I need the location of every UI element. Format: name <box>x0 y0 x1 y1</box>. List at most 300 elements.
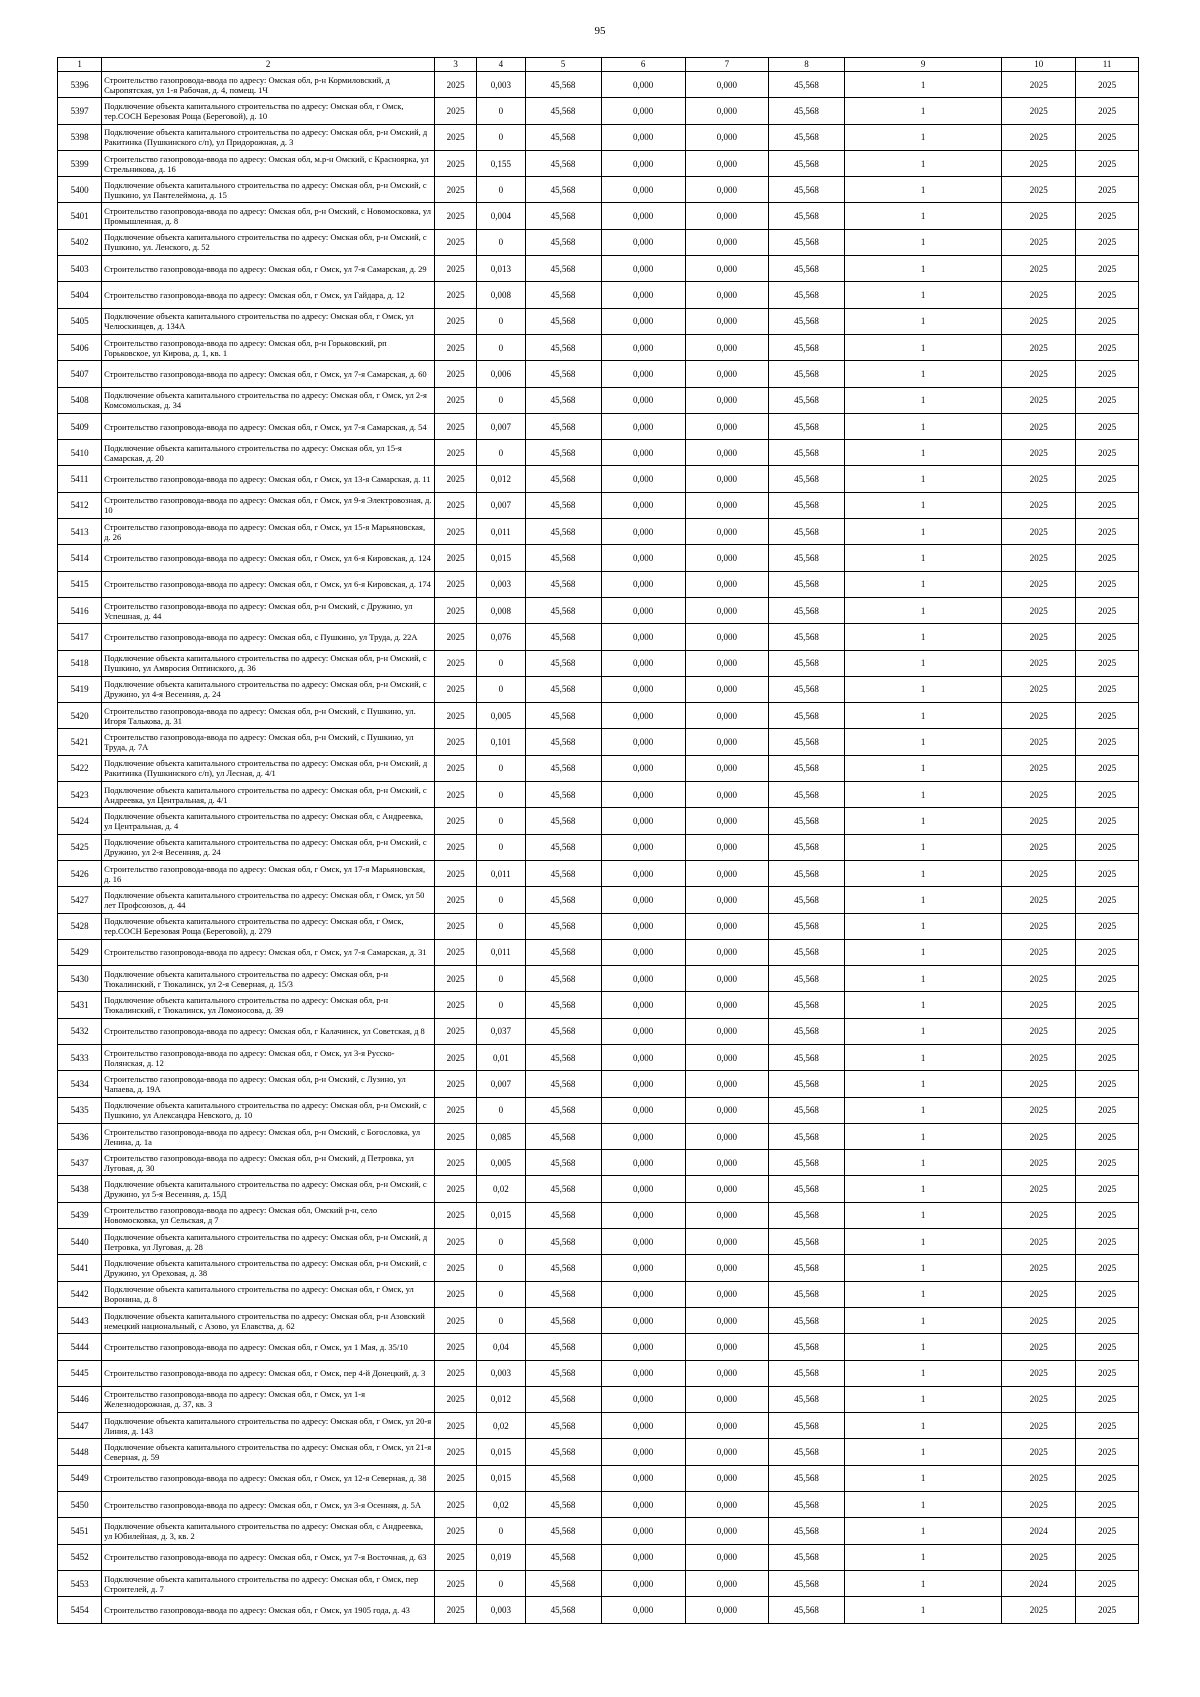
value-cell: 0,000 <box>601 1334 685 1360</box>
year-cell: 2025 <box>435 1334 477 1360</box>
column-number-row <box>58 58 1139 72</box>
value-cell: 0,000 <box>685 1492 768 1518</box>
cost-cell: 45,568 <box>769 466 845 492</box>
description-cell: Строительство газопровода-ввода по адресу: Омская обл, г Омск, ул 15-я Марьяновская, д. 26 <box>102 519 435 545</box>
table-row <box>58 1176 1139 1202</box>
start-year-cell: 2025 <box>1002 466 1076 492</box>
year-cell: 2025 <box>435 703 477 729</box>
row-number-cell: 5400 <box>58 177 102 203</box>
count-cell: 1 <box>845 387 1002 413</box>
year-cell: 2025 <box>435 203 477 229</box>
value-cell: 0,000 <box>685 1150 768 1176</box>
value-cell: 0,000 <box>685 597 768 623</box>
start-year-cell: 2025 <box>1002 1465 1076 1491</box>
value-cell: 0,000 <box>685 1044 768 1070</box>
year-cell: 2025 <box>435 1150 477 1176</box>
year-cell: 2025 <box>435 229 477 255</box>
cost-cell: 45,568 <box>769 1492 845 1518</box>
value-cell: 0,000 <box>685 624 768 650</box>
cost-cell: 45,568 <box>769 1334 845 1360</box>
row-number-cell: 5441 <box>58 1255 102 1281</box>
end-year-cell: 2025 <box>1076 650 1139 676</box>
year-cell: 2025 <box>435 1307 477 1333</box>
cost-cell: 45,568 <box>525 1544 601 1570</box>
table-row <box>58 1413 1139 1439</box>
row-number-cell: 5447 <box>58 1413 102 1439</box>
description-cell: Подключение объекта капитального строительства по адресу: Омская обл, р-н Омский, с Дружино, ул 2-я Весенняя, д. 24 <box>102 834 435 860</box>
start-year-cell: 2025 <box>1002 624 1076 650</box>
cost-cell: 45,568 <box>525 334 601 360</box>
table-row <box>58 1465 1139 1491</box>
cost-cell: 45,568 <box>525 545 601 571</box>
year-cell: 2025 <box>435 308 477 334</box>
row-number-cell: 5416 <box>58 597 102 623</box>
count-cell: 1 <box>845 1518 1002 1544</box>
description-cell: Подключение объекта капитального строительства по адресу: Омская обл, р-н Омский, с Пушкино, ул. Ленского, д. 52 <box>102 229 435 255</box>
row-number-cell: 5449 <box>58 1465 102 1491</box>
value-cell: 0,085 <box>477 1123 525 1149</box>
value-cell: 0,076 <box>477 624 525 650</box>
end-year-cell: 2025 <box>1076 1202 1139 1228</box>
count-cell: 1 <box>845 1018 1002 1044</box>
year-cell: 2025 <box>435 1465 477 1491</box>
year-cell: 2025 <box>435 676 477 702</box>
cost-cell: 45,568 <box>525 1307 601 1333</box>
value-cell: 0,000 <box>601 1150 685 1176</box>
table-row <box>58 729 1139 755</box>
start-year-cell: 2025 <box>1002 834 1076 860</box>
start-year-cell: 2025 <box>1002 1176 1076 1202</box>
value-cell: 0,000 <box>685 1544 768 1570</box>
cost-cell: 45,568 <box>769 150 845 176</box>
cost-cell: 45,568 <box>769 1518 845 1544</box>
value-cell: 0,000 <box>685 1413 768 1439</box>
cost-cell: 45,568 <box>769 1281 845 1307</box>
cost-cell: 45,568 <box>769 1386 845 1412</box>
value-cell: 0,000 <box>601 519 685 545</box>
value-cell: 0,000 <box>685 72 768 98</box>
start-year-cell: 2025 <box>1002 203 1076 229</box>
table-row <box>58 413 1139 439</box>
value-cell: 0,000 <box>601 1307 685 1333</box>
end-year-cell: 2025 <box>1076 729 1139 755</box>
value-cell: 0,000 <box>685 676 768 702</box>
description-cell: Строительство газопровода-ввода по адресу: Омская обл, г Омск, ул 1905 года, д. 43 <box>102 1597 435 1623</box>
start-year-cell: 2025 <box>1002 229 1076 255</box>
row-number-cell: 5424 <box>58 808 102 834</box>
value-cell: 0 <box>477 1229 525 1255</box>
value-cell: 0,037 <box>477 1018 525 1044</box>
row-number-cell: 5420 <box>58 703 102 729</box>
value-cell: 0,000 <box>685 1465 768 1491</box>
start-year-cell: 2025 <box>1002 597 1076 623</box>
cost-cell: 45,568 <box>525 1518 601 1544</box>
description-cell: Строительство газопровода-ввода по адресу: Омская обл, г Омск, ул 7-я Самарская, д. 29 <box>102 256 435 282</box>
cost-cell: 45,568 <box>525 72 601 98</box>
count-cell: 1 <box>845 1544 1002 1570</box>
year-cell: 2025 <box>435 361 477 387</box>
description-cell: Подключение объекта капитального строительства по адресу: Омская обл, р-н Омский, с Пушкино, ул Александра Невского, д. 10 <box>102 1097 435 1123</box>
cost-cell: 45,568 <box>525 1123 601 1149</box>
description-cell: Подключение объекта капитального строительства по адресу: Омская обл, г Омск, ул 21-я Северная, д. 59 <box>102 1439 435 1465</box>
cost-cell: 45,568 <box>769 492 845 518</box>
start-year-cell: 2025 <box>1002 676 1076 702</box>
value-cell: 0,000 <box>685 1307 768 1333</box>
end-year-cell: 2025 <box>1076 72 1139 98</box>
description-cell: Строительство газопровода-ввода по адресу: Омская обл, г Омск, ул 6-я Кировская, д. 174 <box>102 571 435 597</box>
description-cell: Строительство газопровода-ввода по адресу: Омская обл, г Омск, ул 13-я Самарская, д. 11 <box>102 466 435 492</box>
year-cell: 2025 <box>435 1123 477 1149</box>
year-cell: 2025 <box>435 1413 477 1439</box>
description-cell: Строительство газопровода-ввода по адресу: Омская обл, р-н Омский, с Дружино, ул Успешная, д. 44 <box>102 597 435 623</box>
description-cell: Подключение объекта капитального строительства по адресу: Омская обл, г Омск, ул Челюскинцев, д. 134А <box>102 308 435 334</box>
year-cell: 2025 <box>435 913 477 939</box>
end-year-cell: 2025 <box>1076 492 1139 518</box>
value-cell: 0,000 <box>685 387 768 413</box>
value-cell: 0,000 <box>685 1176 768 1202</box>
value-cell: 0,003 <box>477 571 525 597</box>
table-row <box>58 939 1139 965</box>
table-row <box>58 177 1139 203</box>
start-year-cell: 2025 <box>1002 519 1076 545</box>
count-cell: 1 <box>845 1097 1002 1123</box>
cost-cell: 45,568 <box>769 782 845 808</box>
value-cell: 0,000 <box>685 440 768 466</box>
end-year-cell: 2025 <box>1076 755 1139 781</box>
count-cell: 1 <box>845 1597 1002 1623</box>
year-cell: 2025 <box>435 334 477 360</box>
end-year-cell: 2025 <box>1076 939 1139 965</box>
value-cell: 0,019 <box>477 1544 525 1570</box>
count-cell: 1 <box>845 1439 1002 1465</box>
value-cell: 0,000 <box>601 939 685 965</box>
value-cell: 0,000 <box>685 1202 768 1228</box>
end-year-cell: 2025 <box>1076 571 1139 597</box>
cost-cell: 45,568 <box>525 440 601 466</box>
value-cell: 0,000 <box>601 1255 685 1281</box>
table-row <box>58 808 1139 834</box>
description-cell: Подключение объекта капитального строительства по адресу: Омская обл, р-н Омский, д Ракитинка (Пушкинского с/п), ул Лесная, д. 4/1 <box>102 755 435 781</box>
cost-cell: 45,568 <box>525 1071 601 1097</box>
row-number-cell: 5435 <box>58 1097 102 1123</box>
table-row <box>58 308 1139 334</box>
end-year-cell: 2025 <box>1076 150 1139 176</box>
row-number-cell: 5403 <box>58 256 102 282</box>
value-cell: 0,006 <box>477 361 525 387</box>
count-cell: 1 <box>845 1492 1002 1518</box>
end-year-cell: 2025 <box>1076 860 1139 886</box>
value-cell: 0,000 <box>685 545 768 571</box>
end-year-cell: 2025 <box>1076 177 1139 203</box>
cost-cell: 45,568 <box>769 834 845 860</box>
cost-cell: 45,568 <box>769 992 845 1018</box>
cost-cell: 45,568 <box>525 1281 601 1307</box>
end-year-cell: 2025 <box>1076 703 1139 729</box>
start-year-cell: 2025 <box>1002 1439 1076 1465</box>
year-cell: 2025 <box>435 1071 477 1097</box>
table-row <box>58 282 1139 308</box>
row-number-cell: 5422 <box>58 755 102 781</box>
column-number: 2 <box>102 58 435 72</box>
value-cell: 0,000 <box>685 308 768 334</box>
description-cell: Строительство газопровода-ввода по адресу: Омская обл, г Калачинск, ул Советская, д 8 <box>102 1018 435 1044</box>
description-cell: Подключение объекта капитального строительства по адресу: Омская обл, г Омск, ул Воронина, д. 8 <box>102 1281 435 1307</box>
value-cell: 0,000 <box>601 308 685 334</box>
end-year-cell: 2025 <box>1076 282 1139 308</box>
cost-cell: 45,568 <box>525 413 601 439</box>
count-cell: 1 <box>845 124 1002 150</box>
row-number-cell: 5409 <box>58 413 102 439</box>
table-row <box>58 466 1139 492</box>
value-cell: 0,000 <box>601 1281 685 1307</box>
end-year-cell: 2025 <box>1076 1097 1139 1123</box>
table-row <box>58 860 1139 886</box>
value-cell: 0,000 <box>601 1097 685 1123</box>
start-year-cell: 2025 <box>1002 1360 1076 1386</box>
count-cell: 1 <box>845 519 1002 545</box>
value-cell: 0,000 <box>601 256 685 282</box>
cost-cell: 45,568 <box>525 1360 601 1386</box>
description-cell: Подключение объекта капитального строительства по адресу: Омская обл, р-н Тюкалинский, г Тюкалинск, ул 2-я Северная, д. 15/3 <box>102 966 435 992</box>
cost-cell: 45,568 <box>525 887 601 913</box>
cost-cell: 45,568 <box>525 361 601 387</box>
cost-cell: 45,568 <box>769 334 845 360</box>
row-number-cell: 5428 <box>58 913 102 939</box>
year-cell: 2025 <box>435 98 477 124</box>
table-row <box>58 1123 1139 1149</box>
start-year-cell: 2025 <box>1002 413 1076 439</box>
value-cell: 0,000 <box>601 808 685 834</box>
end-year-cell: 2025 <box>1076 913 1139 939</box>
year-cell: 2025 <box>435 729 477 755</box>
end-year-cell: 2025 <box>1076 229 1139 255</box>
description-cell: Строительство газопровода-ввода по адресу: Омская обл, Омский р-н, село Новомосковка, ул Сельская, д 7 <box>102 1202 435 1228</box>
count-cell: 1 <box>845 860 1002 886</box>
value-cell: 0,000 <box>601 1071 685 1097</box>
cost-cell: 45,568 <box>769 203 845 229</box>
end-year-cell: 2025 <box>1076 1492 1139 1518</box>
table-row <box>58 597 1139 623</box>
end-year-cell: 2025 <box>1076 887 1139 913</box>
count-cell: 1 <box>845 229 1002 255</box>
value-cell: 0,000 <box>685 203 768 229</box>
table-row <box>58 887 1139 913</box>
table-row <box>58 1439 1139 1465</box>
value-cell: 0,000 <box>601 1570 685 1596</box>
count-cell: 1 <box>845 1334 1002 1360</box>
start-year-cell: 2025 <box>1002 1044 1076 1070</box>
cost-cell: 45,568 <box>769 703 845 729</box>
value-cell: 0 <box>477 334 525 360</box>
start-year-cell: 2024 <box>1002 1570 1076 1596</box>
cost-cell: 45,568 <box>525 256 601 282</box>
cost-cell: 45,568 <box>769 361 845 387</box>
value-cell: 0 <box>477 755 525 781</box>
value-cell: 0,000 <box>601 413 685 439</box>
end-year-cell: 2025 <box>1076 597 1139 623</box>
count-cell: 1 <box>845 177 1002 203</box>
table-row <box>58 98 1139 124</box>
cost-cell: 45,568 <box>525 966 601 992</box>
count-cell: 1 <box>845 676 1002 702</box>
description-cell: Строительство газопровода-ввода по адресу: Омская обл, г Омск, ул 12-я Северная, д. 38 <box>102 1465 435 1491</box>
start-year-cell: 2025 <box>1002 1150 1076 1176</box>
cost-cell: 45,568 <box>769 860 845 886</box>
start-year-cell: 2025 <box>1002 1413 1076 1439</box>
value-cell: 0,000 <box>601 1176 685 1202</box>
cost-cell: 45,568 <box>525 282 601 308</box>
year-cell: 2025 <box>435 1018 477 1044</box>
column-number: 9 <box>845 58 1002 72</box>
end-year-cell: 2025 <box>1076 992 1139 1018</box>
count-cell: 1 <box>845 1229 1002 1255</box>
cost-cell: 45,568 <box>769 1597 845 1623</box>
cost-cell: 45,568 <box>769 887 845 913</box>
description-cell: Подключение объекта капитального строительства по адресу: Омская обл, г Омск, пер Строителей, д. 7 <box>102 1570 435 1596</box>
end-year-cell: 2025 <box>1076 624 1139 650</box>
value-cell: 0,000 <box>685 729 768 755</box>
value-cell: 0,000 <box>685 887 768 913</box>
table-row <box>58 1597 1139 1623</box>
end-year-cell: 2025 <box>1076 1307 1139 1333</box>
year-cell: 2025 <box>435 177 477 203</box>
count-cell: 1 <box>845 492 1002 518</box>
value-cell: 0,000 <box>601 98 685 124</box>
row-number-cell: 5427 <box>58 887 102 913</box>
row-number-cell: 5437 <box>58 1150 102 1176</box>
description-cell: Подключение объекта капитального строительства по адресу: Омская обл, с Андреевка, ул Юбилейная, д. 3, кв. 2 <box>102 1518 435 1544</box>
cost-cell: 45,568 <box>525 624 601 650</box>
column-number: 4 <box>477 58 525 72</box>
value-cell: 0,000 <box>601 650 685 676</box>
year-cell: 2025 <box>435 466 477 492</box>
value-cell: 0,000 <box>601 466 685 492</box>
year-cell: 2025 <box>435 1176 477 1202</box>
count-cell: 1 <box>845 808 1002 834</box>
row-number-cell: 5418 <box>58 650 102 676</box>
cost-cell: 45,568 <box>525 1255 601 1281</box>
row-number-cell: 5419 <box>58 676 102 702</box>
table-row <box>58 1518 1139 1544</box>
row-number-cell: 5415 <box>58 571 102 597</box>
cost-cell: 45,568 <box>769 1176 845 1202</box>
year-cell: 2025 <box>435 1518 477 1544</box>
end-year-cell: 2025 <box>1076 256 1139 282</box>
year-cell: 2025 <box>435 1097 477 1123</box>
cost-cell: 45,568 <box>525 124 601 150</box>
table-row <box>58 545 1139 571</box>
start-year-cell: 2025 <box>1002 177 1076 203</box>
cost-cell: 45,568 <box>769 939 845 965</box>
cost-cell: 45,568 <box>769 229 845 255</box>
end-year-cell: 2025 <box>1076 1281 1139 1307</box>
value-cell: 0,000 <box>685 1360 768 1386</box>
value-cell: 0,005 <box>477 1150 525 1176</box>
value-cell: 0,000 <box>601 361 685 387</box>
count-cell: 1 <box>845 966 1002 992</box>
value-cell: 0,015 <box>477 1202 525 1228</box>
description-cell: Строительство газопровода-ввода по адресу: Омская обл, г Омск, ул 7-я Самарская, д. 31 <box>102 939 435 965</box>
value-cell: 0,000 <box>601 1465 685 1491</box>
count-cell: 1 <box>845 1202 1002 1228</box>
cost-cell: 45,568 <box>769 1018 845 1044</box>
cost-cell: 45,568 <box>525 1150 601 1176</box>
cost-cell: 45,568 <box>525 1334 601 1360</box>
value-cell: 0,000 <box>685 1255 768 1281</box>
start-year-cell: 2025 <box>1002 1097 1076 1123</box>
cost-cell: 45,568 <box>525 1229 601 1255</box>
year-cell: 2025 <box>435 1439 477 1465</box>
table-row <box>58 1307 1139 1333</box>
end-year-cell: 2025 <box>1076 1255 1139 1281</box>
value-cell: 0,000 <box>601 1597 685 1623</box>
cost-cell: 45,568 <box>525 571 601 597</box>
value-cell: 0 <box>477 1307 525 1333</box>
value-cell: 0 <box>477 229 525 255</box>
start-year-cell: 2025 <box>1002 72 1076 98</box>
start-year-cell: 2025 <box>1002 650 1076 676</box>
count-cell: 1 <box>845 1255 1002 1281</box>
value-cell: 0 <box>477 440 525 466</box>
value-cell: 0,000 <box>601 1018 685 1044</box>
count-cell: 1 <box>845 545 1002 571</box>
cost-cell: 45,568 <box>769 1150 845 1176</box>
description-cell: Подключение объекта капитального строительства по адресу: Омская обл, р-н Омский, с Андреевка, ул Центральная, д. 4/1 <box>102 782 435 808</box>
year-cell: 2025 <box>435 597 477 623</box>
value-cell: 0,000 <box>685 1229 768 1255</box>
value-cell: 0 <box>477 387 525 413</box>
value-cell: 0,007 <box>477 1071 525 1097</box>
year-cell: 2025 <box>435 150 477 176</box>
value-cell: 0,000 <box>601 913 685 939</box>
table-row <box>58 755 1139 781</box>
row-number-cell: 5444 <box>58 1334 102 1360</box>
count-cell: 1 <box>845 282 1002 308</box>
value-cell: 0,000 <box>685 834 768 860</box>
row-number-cell: 5423 <box>58 782 102 808</box>
cost-cell: 45,568 <box>525 1202 601 1228</box>
cost-cell: 45,568 <box>769 545 845 571</box>
description-cell: Строительство газопровода-ввода по адресу: Омская обл, р-н Омский, с Пушкино, ул Труда, д. 7А <box>102 729 435 755</box>
row-number-cell: 5406 <box>58 334 102 360</box>
cost-cell: 45,568 <box>769 256 845 282</box>
year-cell: 2025 <box>435 624 477 650</box>
value-cell: 0,015 <box>477 1439 525 1465</box>
cost-cell: 45,568 <box>769 124 845 150</box>
year-cell: 2025 <box>435 1044 477 1070</box>
count-cell: 1 <box>845 361 1002 387</box>
value-cell: 0,02 <box>477 1176 525 1202</box>
cost-cell: 45,568 <box>525 1386 601 1412</box>
value-cell: 0,000 <box>601 229 685 255</box>
value-cell: 0,000 <box>685 913 768 939</box>
start-year-cell: 2025 <box>1002 1071 1076 1097</box>
count-cell: 1 <box>845 1413 1002 1439</box>
end-year-cell: 2025 <box>1076 1071 1139 1097</box>
value-cell: 0,008 <box>477 282 525 308</box>
cost-cell: 45,568 <box>525 650 601 676</box>
value-cell: 0 <box>477 913 525 939</box>
cost-cell: 45,568 <box>769 177 845 203</box>
value-cell: 0,000 <box>685 1281 768 1307</box>
description-cell: Строительство газопровода-ввода по адресу: Омская обл, г Омск, ул 3-я Русско-Полянская, д. 12 <box>102 1044 435 1070</box>
table-row <box>58 1255 1139 1281</box>
year-cell: 2025 <box>435 256 477 282</box>
row-number-cell: 5433 <box>58 1044 102 1070</box>
cost-cell: 45,568 <box>769 1360 845 1386</box>
table-row <box>58 1229 1139 1255</box>
row-number-cell: 5430 <box>58 966 102 992</box>
